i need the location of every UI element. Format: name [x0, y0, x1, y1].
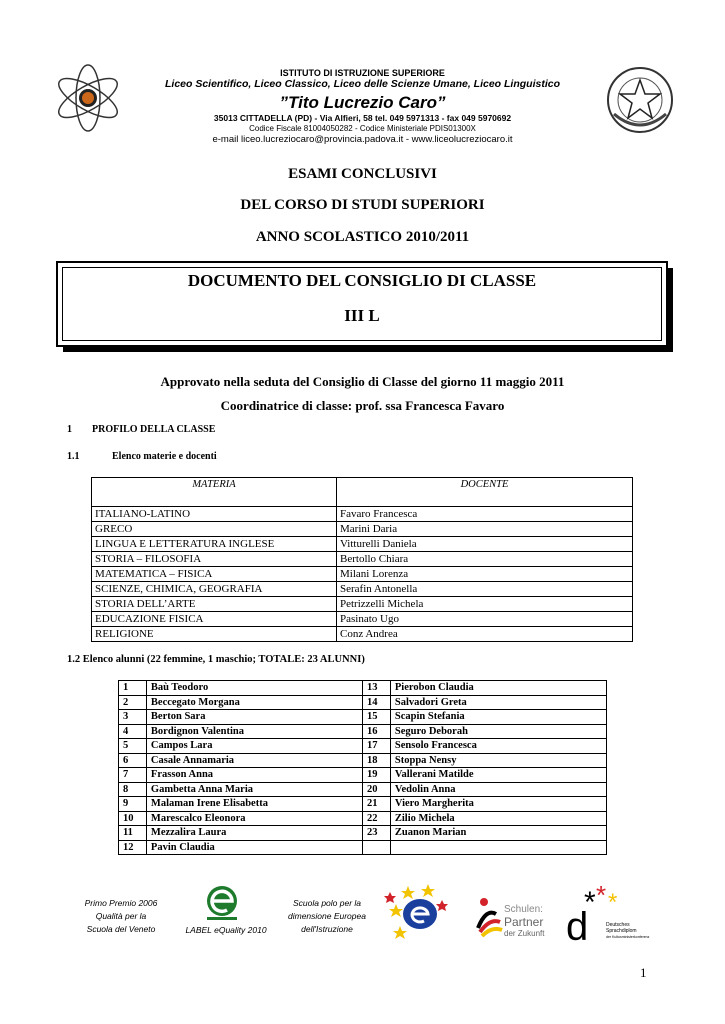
table-row — [92, 582, 633, 597]
section-1-number: 1 — [67, 424, 72, 435]
table-row — [92, 522, 633, 537]
table-row — [119, 695, 607, 710]
student-number: 23 — [362, 826, 390, 841]
table-row — [92, 612, 633, 627]
schulen-logo-text: der Zukunft — [504, 929, 545, 938]
footer-scuola-line: dimensione Europea — [288, 911, 366, 921]
student-name: Vedolin Anna — [390, 782, 606, 797]
footer-scuola-line: Scuola polo per la — [292, 898, 362, 908]
student-number: 4 — [119, 724, 147, 739]
student-number: 6 — [119, 753, 147, 768]
title-esami: ESAMI CONCLUSIVI — [288, 166, 437, 182]
student-name: Mezzalira Laura — [146, 826, 362, 841]
student-number: 19 — [362, 768, 390, 783]
table-row — [92, 567, 633, 582]
dsd-logo-text: Sprachdiplom — [606, 928, 637, 934]
student-number: 2 — [119, 695, 147, 710]
column-header-docente: DOCENTE — [337, 478, 633, 507]
table-row — [92, 627, 633, 642]
footer-premio-text — [72, 897, 170, 936]
students-table — [118, 680, 607, 855]
student-number: 9 — [119, 797, 147, 812]
docente-cell: Pasinato Ugo — [337, 612, 633, 627]
subjects-teachers-table — [91, 477, 633, 642]
student-number: 7 — [119, 768, 147, 783]
student-number: 15 — [362, 710, 390, 725]
section-1-1-number: 1.1 — [67, 451, 80, 462]
schulen-logo-text: Schulen: — [504, 904, 543, 915]
table-row — [119, 840, 607, 855]
table-row — [119, 782, 607, 797]
docente-cell: Conz Andrea — [337, 627, 633, 642]
student-name: Sensolo Francesca — [390, 739, 606, 754]
footer-premio-line: Primo Premio 2006 — [84, 898, 158, 908]
column-header-materia: MATERIA — [92, 478, 337, 507]
table-row — [119, 724, 607, 739]
european-stars-logo — [386, 882, 448, 942]
student-name: Berton Sara — [146, 710, 362, 725]
materia-cell: STORIA DELL’ARTE — [92, 597, 337, 612]
materia-cell: ITALIANO-LATINO — [92, 507, 337, 522]
student-name: Bordignon Valentina — [146, 724, 362, 739]
title-corso: DEL CORSO DI STUDI SUPERIORI — [240, 197, 485, 213]
student-name: Stoppa Nensy — [390, 753, 606, 768]
student-name — [390, 840, 606, 855]
docente-cell: Petrizzelli Michela — [337, 597, 633, 612]
student-number: 1 — [119, 681, 147, 696]
docente-cell: Favaro Francesca — [337, 507, 633, 522]
materia-cell: LINGUA E LETTERATURA INGLESE — [92, 537, 337, 552]
student-name: Zilio Michela — [390, 811, 606, 826]
page-number: 1 — [640, 965, 647, 980]
table-row — [92, 552, 633, 567]
coordinator-note: Coordinatrice di classe: prof. ssa Francesca Favaro — [220, 398, 505, 413]
table-header-row — [92, 478, 633, 507]
footer-scuola-polo — [278, 897, 376, 936]
school-address: 35013 CITTADELLA (PD) - Via Alfieri, 58 tel. 049 5971313 - fax 049 5970692 — [213, 113, 512, 123]
student-name: Marescalco Eleonora — [146, 811, 362, 826]
school-email: e-mail liceo.lucreziocaro@provincia.padova.it - www.liceolucreziocaro.it — [212, 134, 513, 145]
footer-label-equality: LABEL eQuality 2010 — [185, 925, 267, 935]
student-name: Scapin Stefania — [390, 710, 606, 725]
table-row — [119, 811, 607, 826]
student-name: Beccegato Morgana — [146, 695, 362, 710]
footer-premio-line: Scuola del Veneto — [86, 924, 156, 934]
dsd-logo-text: der Kultusministerkonferenz — [606, 935, 650, 939]
student-number: 20 — [362, 782, 390, 797]
table-row — [119, 768, 607, 783]
materia-cell: EDUCAZIONE FISICA — [92, 612, 337, 627]
student-name: Viero Margherita — [390, 797, 606, 812]
student-name: Pavin Claudia — [146, 840, 362, 855]
svg-text:*: * — [596, 880, 607, 910]
materia-cell: RELIGIONE — [92, 627, 337, 642]
student-number: 12 — [119, 840, 147, 855]
table-row — [119, 797, 607, 812]
class-name: III L — [344, 306, 380, 325]
school-codes: Codice Fiscale 81004050282 - Codice Ministeriale PDIS01300X — [249, 124, 476, 133]
student-number: 16 — [362, 724, 390, 739]
footer-premio-line: Qualità per la — [95, 911, 147, 921]
table-row — [92, 537, 633, 552]
student-number: 17 — [362, 739, 390, 754]
materia-cell: SCIENZE, CHIMICA, GEOGRAFIA — [92, 582, 337, 597]
section-1-2-title: 1.2 Elenco alunni (22 femmine, 1 maschio; TOTALE: 23 ALUNNI) — [67, 654, 365, 665]
student-name: Zuanon Marian — [390, 826, 606, 841]
student-number: 22 — [362, 811, 390, 826]
materia-cell: STORIA – FILOSOFIA — [92, 552, 337, 567]
svg-text:*: * — [584, 886, 596, 919]
table-row — [119, 681, 607, 696]
student-number: 21 — [362, 797, 390, 812]
institute-name: ISTITUTO DI ISTRUZIONE SUPERIORE — [280, 68, 445, 78]
deutsches-sprachdiplom-logo — [566, 880, 650, 949]
student-name: Frasson Anna — [146, 768, 362, 783]
student-number: 10 — [119, 811, 147, 826]
student-name: Salvadori Greta — [390, 695, 606, 710]
student-number: 13 — [362, 681, 390, 696]
student-number: 18 — [362, 753, 390, 768]
table-row — [92, 597, 633, 612]
student-name: Campos Lara — [146, 739, 362, 754]
footer-scuola-line: dell'Istruzione — [301, 924, 353, 934]
materia-cell: GRECO — [92, 522, 337, 537]
table-row — [119, 739, 607, 754]
student-number: 8 — [119, 782, 147, 797]
student-name: Baù Teodoro — [146, 681, 362, 696]
student-name: Vallerani Matilde — [390, 768, 606, 783]
student-name: Seguro Deborah — [390, 724, 606, 739]
docente-cell: Bertollo Chiara — [337, 552, 633, 567]
student-number: 11 — [119, 826, 147, 841]
student-number — [362, 840, 390, 855]
table-row — [119, 753, 607, 768]
document-title: DOCUMENTO DEL CONSIGLIO DI CLASSE — [187, 271, 537, 290]
docente-cell: Marini Daria — [337, 522, 633, 537]
dsd-logo-text: Deutsches — [606, 922, 630, 928]
student-name: Malaman Irene Elisabetta — [146, 797, 362, 812]
docente-cell: Serafin Antonella — [337, 582, 633, 597]
student-number: 5 — [119, 739, 147, 754]
student-name: Casale Annamaria — [146, 753, 362, 768]
schulen-partner-logo — [474, 888, 545, 944]
schulen-logo-text: Partner — [504, 915, 544, 929]
table-row — [92, 507, 633, 522]
section-1-title: PROFILO DELLA CLASSE — [92, 424, 216, 435]
student-number: 3 — [119, 710, 147, 725]
school-name: ”Tito Lucrezio Caro” — [279, 93, 446, 112]
materia-cell: MATEMATICA – FISICA — [92, 567, 337, 582]
licei-list: Liceo Scientifico, Liceo Classico, Liceo delle Scienze Umane, Liceo Linguistico — [164, 78, 561, 90]
student-number: 14 — [362, 695, 390, 710]
equality-e-logo — [199, 884, 245, 922]
student-name: Gambetta Anna Maria — [146, 782, 362, 797]
title-anno: ANNO SCOLASTICO 2010/2011 — [255, 229, 470, 245]
section-1-1-title: Elenco materie e docenti — [112, 451, 217, 462]
student-name: Pierobon Claudia — [390, 681, 606, 696]
svg-text:*: * — [608, 889, 618, 916]
svg-text:d: d — [566, 905, 589, 949]
approval-note: Approvato nella seduta del Consiglio di Classe del giorno 11 maggio 2011 — [160, 374, 565, 389]
table-row — [119, 826, 607, 841]
table-row — [119, 710, 607, 725]
docente-cell: Milani Lorenza — [337, 567, 633, 582]
docente-cell: Vitturelli Daniela — [337, 537, 633, 552]
